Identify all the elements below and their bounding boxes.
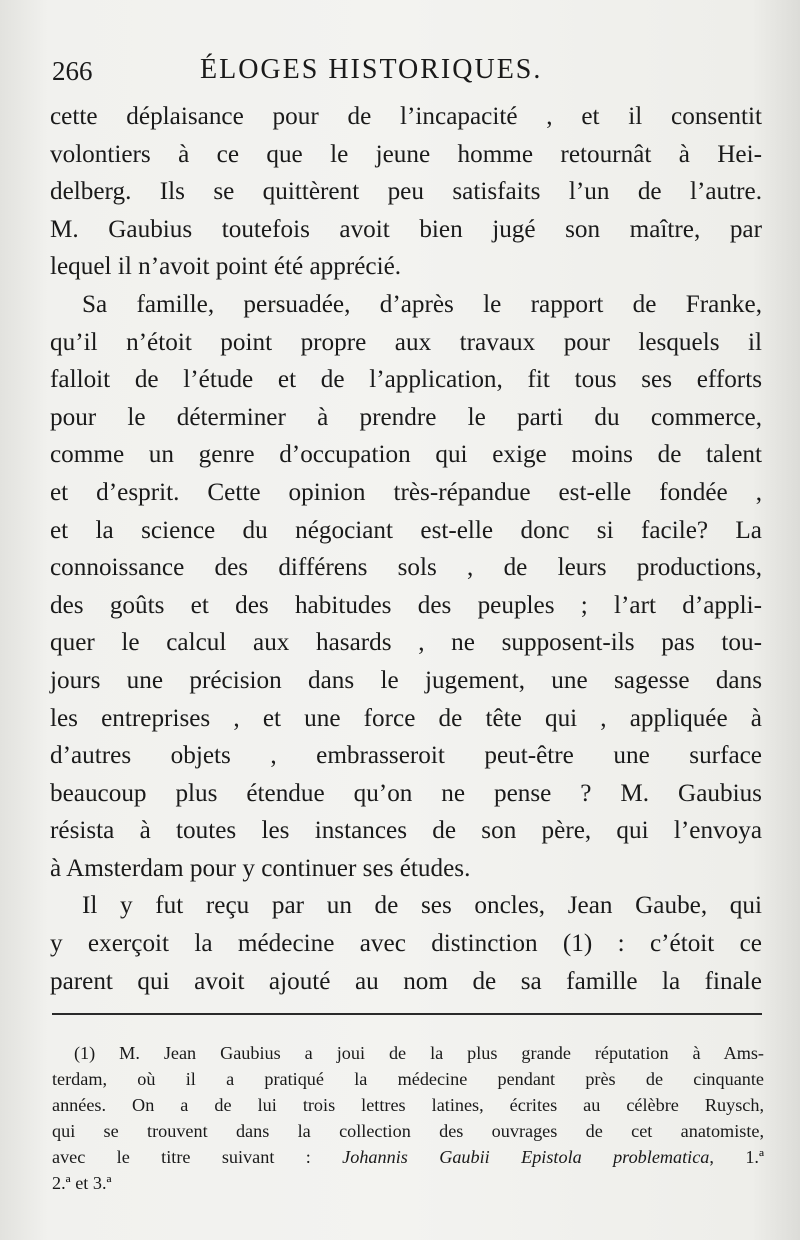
footnote-text: , 1.ª <box>709 1147 764 1167</box>
text-line: Sa famille, persuadée, d’après le rapport de Franke, <box>82 290 762 318</box>
text-line: M. Gaubius toutefois avoit bien jugé son maître, par <box>50 215 762 243</box>
footnote-line <box>52 1144 764 1170</box>
text-line: d’autres objets , embrasseroit peut-être une surface <box>50 742 762 770</box>
text-line: comme un genre d’occupation qui exige moins de talent <box>50 441 762 469</box>
body-text <box>50 98 762 1000</box>
text-line: Il y fut reçu par un de ses oncles, Jean Gaube, qui <box>82 892 762 920</box>
text-line: delberg. Ils se quittèrent peu satisfaits l’un de l’autre. <box>50 178 762 206</box>
text-line: beaucoup plus étendue qu’on ne pense ? M. Gaubius <box>50 779 762 807</box>
footnote-text: avec le titre suivant : <box>52 1147 343 1167</box>
text-line: parent qui avoit ajouté au nom de sa famille la finale <box>50 967 762 995</box>
text-line: falloit de l’étude et de l’application, fit tous ses efforts <box>50 366 762 394</box>
page-header <box>52 52 760 94</box>
footnote-line: années. On a de lui trois lettres latines, écrites au célèbre Ruysch, <box>52 1095 764 1115</box>
page-number: 266 <box>52 56 93 86</box>
text-line: lequel il n’avoit point été apprécié. <box>50 253 402 281</box>
footnote-divider <box>52 1013 762 1015</box>
text-line: connoissance des différens sols , de leurs productions, <box>50 554 762 582</box>
text-line: et d’esprit. Cette opinion très-répandue est-elle fondée , <box>50 478 762 506</box>
text-line: les entreprises , et une force de tête qui , appliquée à <box>50 704 762 732</box>
footnote <box>52 1040 764 1196</box>
running-title: ÉLOGES HISTORIQUES. <box>200 54 543 85</box>
text-line: cette déplaisance pour de l’incapacité , et il consentit <box>50 103 762 130</box>
footnote-line: terdam, où il a pratiqué la médecine pendant près de cinquante <box>52 1069 764 1089</box>
text-line: jours une précision dans le jugement, une sagesse dans <box>50 666 762 694</box>
text-line: volontiers à ce que le jeune homme retournât à Hei- <box>50 140 762 168</box>
footnote-citation-title: Johannis Gaubii Epistola problematica <box>342 1147 710 1167</box>
footnote-line: 2.ª et 3.ª <box>52 1173 112 1193</box>
footnote-line: (1) M. Jean Gaubius a joui de la plus grande réputation à Ams- <box>74 1043 764 1063</box>
text-line: résista à toutes les instances de son père, qui l’envoya <box>50 817 762 845</box>
text-line: et la science du négociant est-elle donc si facile? La <box>50 516 762 544</box>
footnote-line: qui se trouvent dans la collection des ouvrages de cet anatomiste, <box>52 1121 764 1141</box>
text-line: des goûts et des habitudes des peuples ; l’art d’appli- <box>50 591 762 619</box>
text-line: qu’il n’étoit point propre aux travaux pour lesquels il <box>50 328 762 356</box>
text-line: y exerçoit la médecine avec distinction (1) : c’étoit ce <box>50 930 762 958</box>
text-line: quer le calcul aux hasards , ne supposent-ils pas tou- <box>50 629 762 657</box>
text-line: à Amsterdam pour y continuer ses études. <box>50 854 471 882</box>
text-line: pour le déterminer à prendre le parti du commerce, <box>50 403 762 431</box>
